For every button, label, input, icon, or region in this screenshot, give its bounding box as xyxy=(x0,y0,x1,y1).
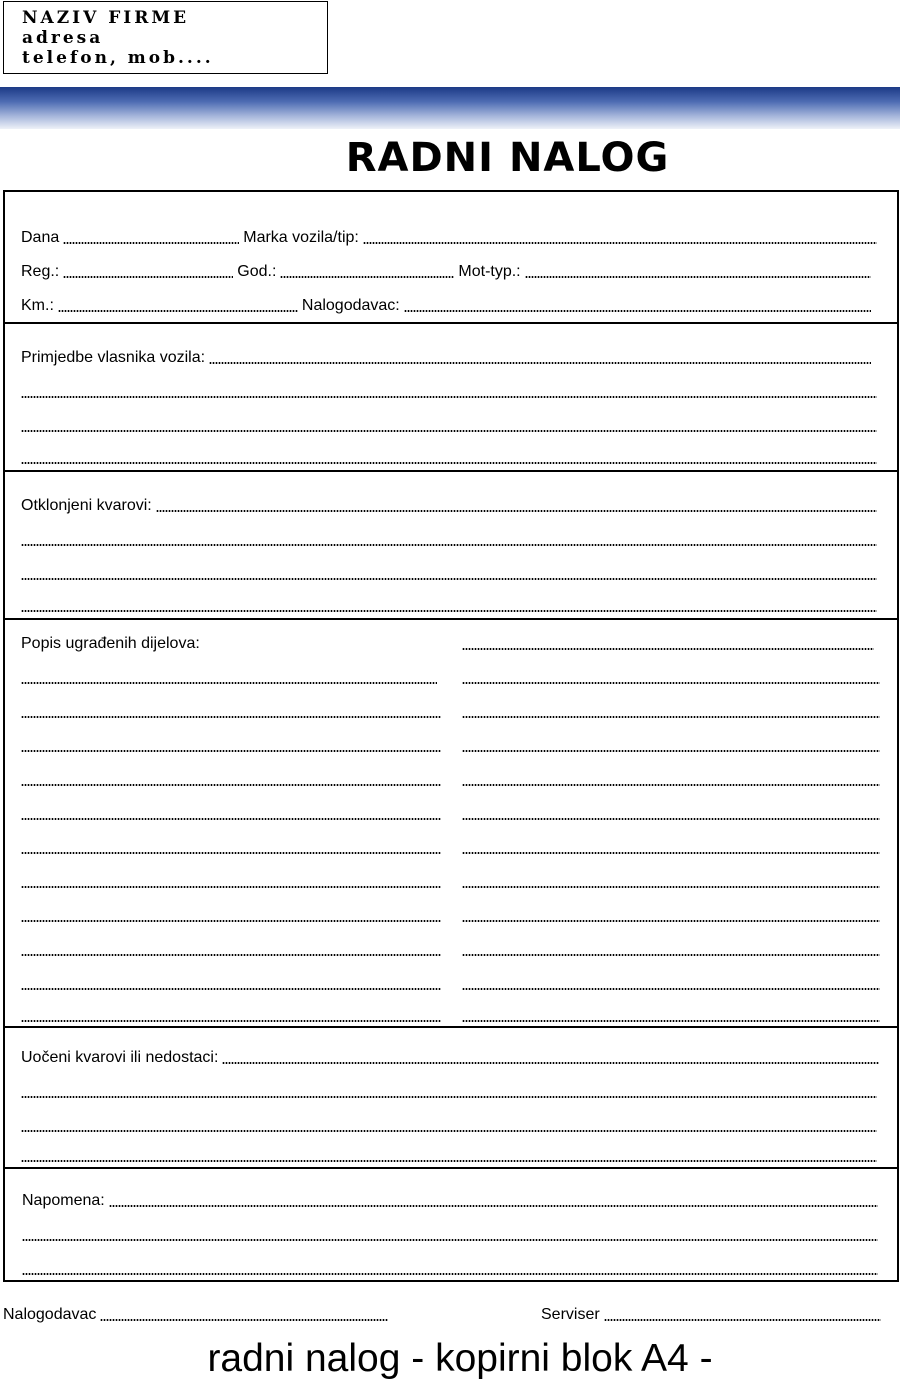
god-label: God.: xyxy=(237,263,277,280)
parts-right-row xyxy=(462,940,880,960)
vehicle-row-3 xyxy=(21,296,871,316)
repaired-faults-section xyxy=(5,470,897,620)
god-field[interactable] xyxy=(280,275,454,279)
company-header-box xyxy=(3,1,328,74)
parts-line-left[interactable] xyxy=(21,817,441,821)
note-label: Napomena: xyxy=(22,1192,105,1209)
parts-line-right[interactable] xyxy=(462,987,880,991)
mot-typ-label: Mot-typ.: xyxy=(458,263,521,280)
repaired-row-3 xyxy=(21,564,877,584)
observed-faults-field[interactable] xyxy=(222,1061,879,1065)
parts-line-right[interactable] xyxy=(462,647,874,651)
parts-line-right[interactable] xyxy=(462,953,880,957)
nalogodavac-field[interactable] xyxy=(404,309,871,313)
parts-line-left[interactable] xyxy=(21,953,441,957)
installed-parts-section xyxy=(5,618,897,1028)
servicer-signature xyxy=(541,1305,881,1325)
company-name: NAZIV FIRME xyxy=(22,8,190,28)
parts-line-right[interactable] xyxy=(462,817,880,821)
parts-left-row xyxy=(21,1006,441,1026)
parts-label-row xyxy=(21,634,441,654)
owner-remarks-row-1 xyxy=(21,348,871,368)
vehicle-row-1 xyxy=(21,228,877,248)
note-line[interactable] xyxy=(22,1272,878,1276)
owner-remarks-row-4 xyxy=(21,448,877,468)
bottom-caption: radni nalog - kopirni blok A4 - xyxy=(207,1337,713,1380)
parts-left-row xyxy=(21,804,441,824)
km-label: Km.: xyxy=(21,297,54,314)
owner-remarks-line[interactable] xyxy=(21,429,877,433)
observed-faults-section xyxy=(5,1026,897,1169)
parts-line-right[interactable] xyxy=(462,715,880,719)
repaired-faults-line[interactable] xyxy=(21,609,877,613)
note-line[interactable] xyxy=(22,1238,878,1242)
client-signature xyxy=(3,1305,388,1325)
parts-line-right[interactable] xyxy=(462,681,880,685)
parts-right-row xyxy=(462,668,880,688)
note-row-2 xyxy=(22,1225,878,1245)
note-row-1 xyxy=(22,1191,878,1211)
observed-row-1 xyxy=(21,1048,879,1068)
nalogodavac-field-label: Nalogodavac: xyxy=(301,297,400,314)
parts-line-left[interactable] xyxy=(21,987,441,991)
servicer-signature-field[interactable] xyxy=(604,1318,881,1322)
parts-right-row xyxy=(462,872,880,892)
work-order-form xyxy=(3,190,899,1282)
parts-right-row xyxy=(462,804,880,824)
reg-label: Reg.: xyxy=(21,263,60,280)
parts-left-row xyxy=(21,702,441,722)
owner-remarks-row-2 xyxy=(21,382,877,402)
observed-row-4 xyxy=(21,1146,877,1166)
parts-left-row xyxy=(21,940,441,960)
owner-remarks-label: Primjedbe vlasnika vozila: xyxy=(21,349,206,366)
observed-row-3 xyxy=(21,1116,877,1136)
owner-remarks-section xyxy=(5,322,897,472)
parts-left-row xyxy=(21,770,441,790)
note-row-3 xyxy=(22,1259,878,1279)
vehicle-info-section xyxy=(5,192,897,322)
owner-remarks-field[interactable] xyxy=(209,361,871,365)
client-signature-field[interactable] xyxy=(100,1318,388,1322)
parts-left-row xyxy=(21,736,441,756)
reg-field[interactable] xyxy=(63,275,233,279)
parts-line-left[interactable] xyxy=(21,919,441,923)
parts-right-row xyxy=(462,906,880,926)
km-field[interactable] xyxy=(58,309,298,313)
owner-remarks-line[interactable] xyxy=(21,395,877,399)
parts-right-row xyxy=(462,770,880,790)
parts-line-left[interactable] xyxy=(21,1019,441,1023)
parts-right-row xyxy=(462,736,880,756)
parts-line-right[interactable] xyxy=(462,1019,880,1023)
parts-left-row xyxy=(21,668,437,688)
repaired-row-4 xyxy=(21,596,877,616)
parts-line-left[interactable] xyxy=(21,749,441,753)
vehicle-row-2 xyxy=(21,262,871,282)
repaired-faults-label: Otklonjeni kvarovi: xyxy=(21,497,152,514)
repaired-faults-line[interactable] xyxy=(21,577,877,581)
parts-right-row xyxy=(462,702,880,722)
owner-remarks-line[interactable] xyxy=(21,461,877,465)
parts-line-right[interactable] xyxy=(462,783,880,787)
installed-parts-label: Popis ugrađenih dijelova: xyxy=(21,635,200,652)
header-gradient-band xyxy=(0,87,900,129)
note-section xyxy=(5,1167,897,1284)
parts-line-right[interactable] xyxy=(462,885,880,889)
client-signature-label: Nalogodavac xyxy=(3,1306,97,1323)
observed-faults-line[interactable] xyxy=(21,1159,877,1163)
dana-label: Dana xyxy=(21,229,60,246)
repaired-row-1 xyxy=(21,496,877,516)
parts-line-right[interactable] xyxy=(462,919,880,923)
parts-line-left[interactable] xyxy=(21,885,441,889)
parts-line-left[interactable] xyxy=(21,783,441,787)
parts-left-row xyxy=(21,872,441,892)
dana-field[interactable] xyxy=(63,241,239,245)
marka-label: Marka vozila/tip: xyxy=(243,229,359,246)
observed-faults-line[interactable] xyxy=(21,1129,877,1133)
mot-typ-field[interactable] xyxy=(525,275,871,279)
parts-left-row xyxy=(21,838,441,858)
parts-line-right[interactable] xyxy=(462,749,880,753)
parts-line-left[interactable] xyxy=(21,851,441,855)
observed-row-2 xyxy=(21,1082,877,1102)
parts-line-left[interactable] xyxy=(21,681,437,685)
parts-line-left[interactable] xyxy=(21,715,441,719)
repaired-faults-line[interactable] xyxy=(21,543,877,547)
company-address: adresa xyxy=(22,28,104,48)
parts-line-right[interactable] xyxy=(462,851,880,855)
repaired-faults-field[interactable] xyxy=(156,509,877,513)
document-title: RADNI NALOG xyxy=(345,135,670,181)
parts-left-row xyxy=(21,906,441,926)
company-phone: telefon, mob.... xyxy=(22,48,214,68)
note-field[interactable] xyxy=(109,1204,878,1208)
parts-right-row xyxy=(462,838,880,858)
repaired-row-2 xyxy=(21,530,877,550)
parts-right-row xyxy=(462,1006,880,1026)
parts-right-row xyxy=(462,974,880,994)
observed-faults-label: Uočeni kvarovi ili nedostaci: xyxy=(21,1049,219,1066)
marka-field[interactable] xyxy=(363,241,877,245)
observed-faults-line[interactable] xyxy=(21,1095,877,1099)
servicer-signature-label: Serviser xyxy=(541,1306,600,1323)
owner-remarks-row-3 xyxy=(21,416,877,436)
parts-left-row xyxy=(21,974,441,994)
parts-right-row xyxy=(462,634,874,654)
